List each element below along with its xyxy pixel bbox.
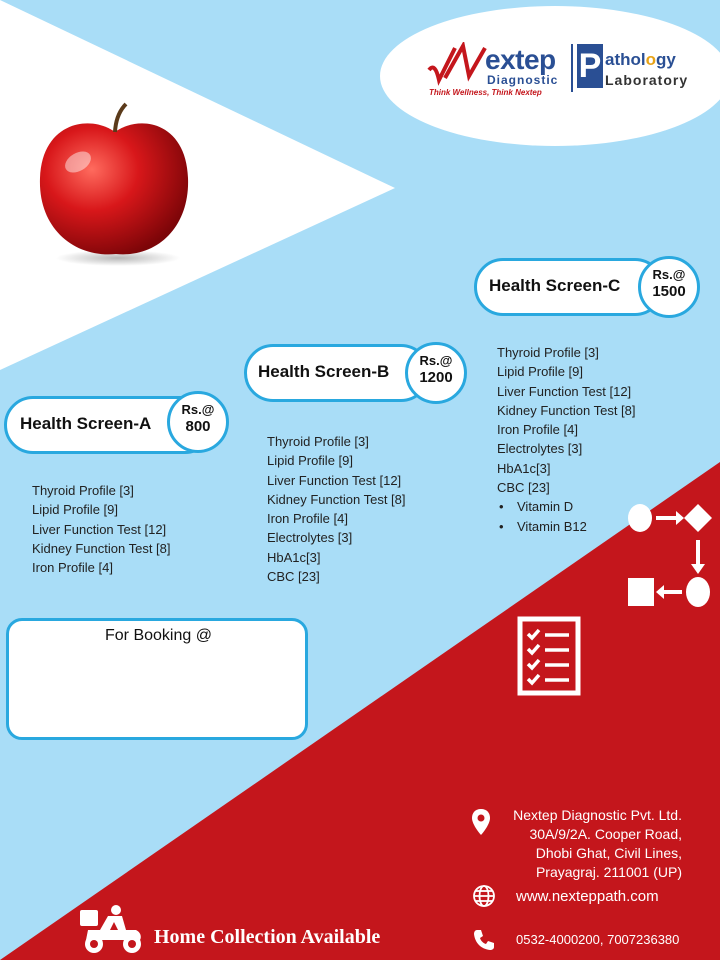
test-item: Thyroid Profile [3] [497, 345, 599, 360]
booking-box [6, 618, 308, 740]
package-c-price: 1500 [652, 283, 686, 300]
test-item: Liver Function Test [12] [267, 472, 402, 488]
website-link[interactable]: www.nexteppath.com [516, 888, 659, 905]
logo-pathology: athology [605, 50, 676, 69]
test-item: Kidney Function Test [8] [497, 402, 636, 418]
logo-separator [571, 44, 573, 92]
phone-number: 0532-4000200, 7007236380 [516, 932, 680, 947]
package-a-price: 800 [185, 418, 211, 435]
test-item: Lipid Profile [9] [32, 502, 118, 518]
test-item: Kidney Function Test [8] [267, 491, 406, 507]
test-item: Iron Profile [4] [267, 511, 348, 527]
booking-label: For Booking @ [105, 627, 212, 644]
checklist-icon [517, 616, 581, 696]
test-item: Lipid Profile [9] [267, 453, 353, 469]
logo-laboratory: Laboratory [605, 72, 689, 88]
location-pin-icon [471, 808, 491, 836]
test-item: Electrolytes [3] [497, 441, 583, 457]
phone-icon [472, 928, 496, 952]
flowchart-icon [626, 500, 716, 612]
package-c-price-badge [638, 256, 700, 318]
address-block [513, 806, 682, 882]
globe-icon [472, 884, 496, 908]
test-item: HbA1c[3] [497, 460, 551, 476]
test-item: CBC [23] [267, 569, 320, 585]
brand-logo [425, 42, 705, 102]
home-collection-icon [78, 904, 144, 954]
address-line: 30A/9/2A. Cooper Road, [529, 826, 682, 842]
test-item: Lipid Profile [9] [497, 364, 583, 380]
address-line: Prayagraj. 211001 (UP) [535, 864, 682, 880]
logo-p: P [577, 44, 603, 88]
package-a-title: Health Screen-A [20, 414, 152, 433]
apple-image [30, 100, 200, 270]
package-b-price-badge [405, 342, 467, 404]
package-b-price: 1200 [419, 369, 453, 386]
package-a-price-prefix: Rs.@ [181, 402, 215, 417]
package-b-title: Health Screen-B [258, 362, 390, 381]
package-b-tests [267, 432, 406, 586]
test-bullet-item: • Vitamin B12 [497, 517, 636, 536]
test-item: Iron Profile [4] [497, 422, 578, 438]
logo-sub: Diagnostic [487, 73, 559, 87]
package-c-title: Health Screen-C [489, 276, 621, 295]
package-c-price-prefix: Rs.@ [652, 267, 686, 282]
test-item: Thyroid Profile [3] [32, 483, 134, 498]
package-c-tests [497, 343, 636, 536]
test-item: Iron Profile [4] [32, 560, 113, 576]
package-a-tests [32, 481, 171, 577]
test-bullet-item: • Vitamin D [497, 497, 636, 516]
test-item: Electrolytes [3] [267, 530, 353, 546]
home-collection-text: Home Collection Available [154, 926, 381, 948]
logo-brand: extep [485, 44, 556, 75]
test-item: Liver Function Test [12] [32, 521, 167, 537]
package-a-price-badge [167, 391, 229, 453]
package-b-price-prefix: Rs.@ [419, 353, 453, 368]
test-item: Kidney Function Test [8] [32, 540, 171, 556]
package-b-pill [244, 344, 430, 402]
logo-tagline: Think Wellness, Think Nextep [429, 88, 542, 97]
address-line: Dhobi Ghat, Civil Lines, [535, 845, 682, 861]
address-line: Nextep Diagnostic Pvt. Ltd. [513, 807, 682, 823]
test-item: Liver Function Test [12] [497, 383, 632, 399]
test-item: HbA1c[3] [267, 549, 321, 565]
test-item: Thyroid Profile [3] [267, 434, 369, 449]
package-c-pill [474, 258, 664, 316]
test-item: CBC [23] [497, 480, 550, 496]
